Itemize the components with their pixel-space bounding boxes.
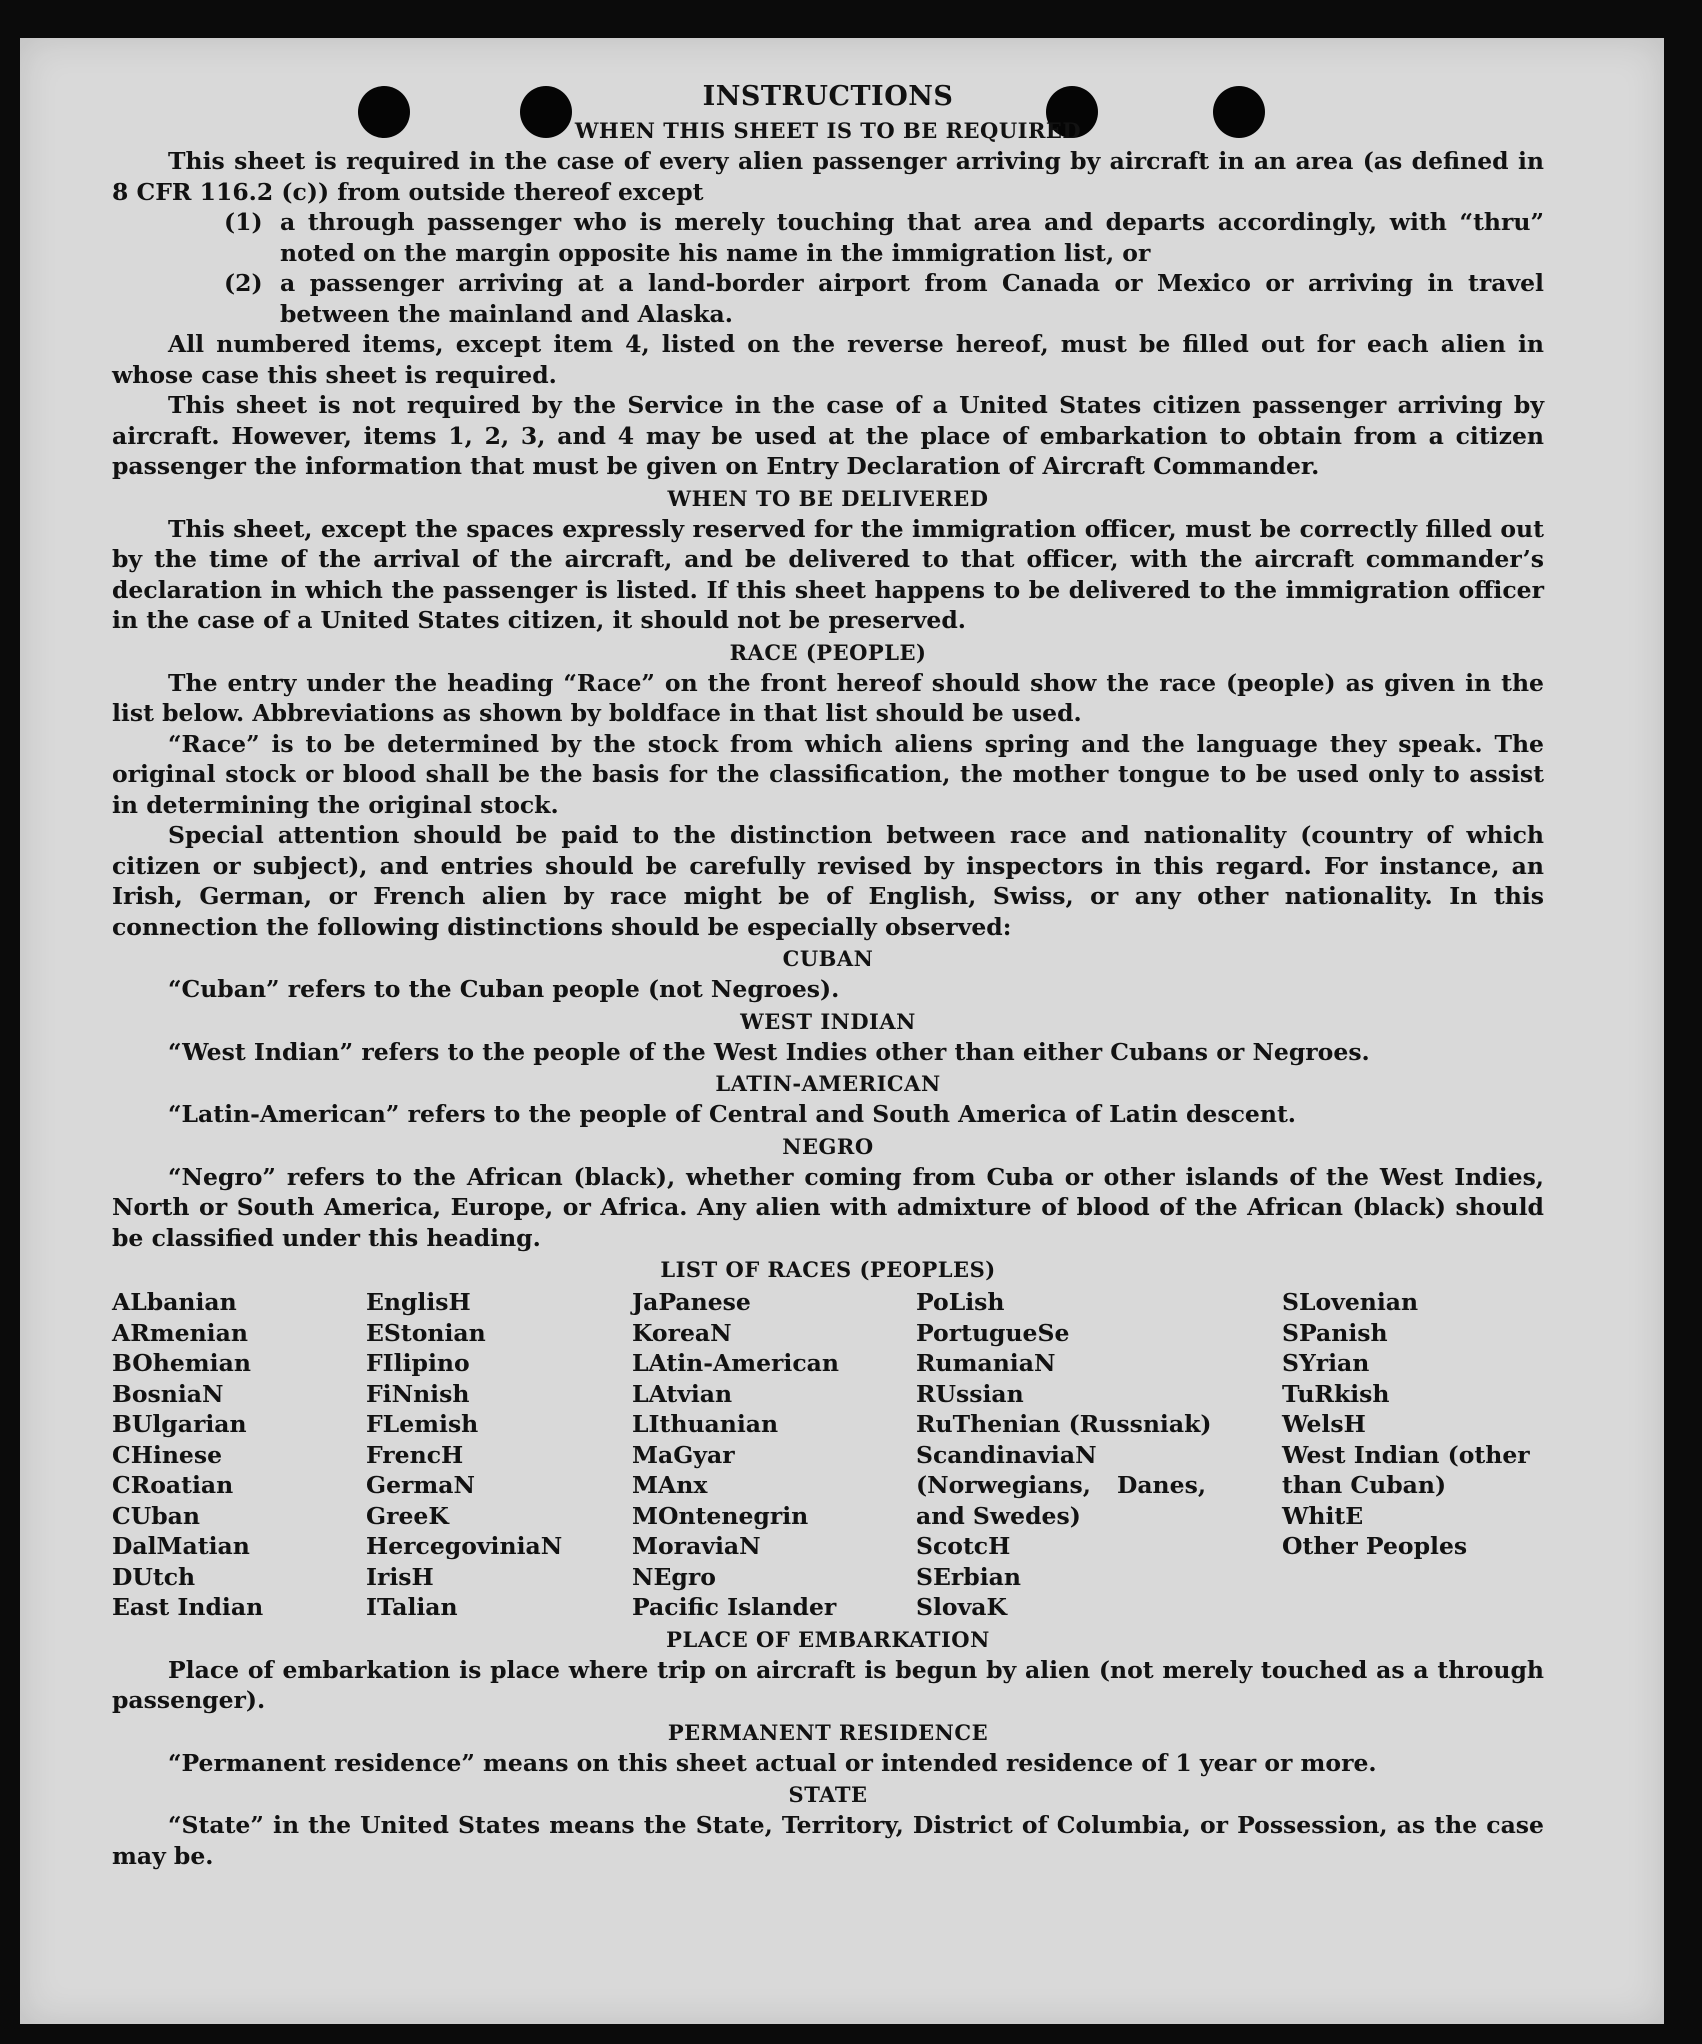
- item-text: a through passenger who is merely touching that area and departs accordingly, with “thru” noted on the margin opposite his name in the immigration list, or: [280, 208, 1544, 267]
- section-heading: NEGRO: [782, 1133, 874, 1159]
- race-entry: HercegoviniaN: [366, 1532, 563, 1560]
- race-entry: MoraviaN: [632, 1532, 761, 1560]
- race-entry: RUssian: [916, 1379, 1024, 1408]
- race-entry: KoreaN: [632, 1318, 732, 1347]
- instructions-content: [112, 80, 1544, 1871]
- page-title: INSTRUCTIONS: [702, 81, 954, 112]
- race-column: [366, 1287, 632, 1623]
- race-entry: SlovaK: [916, 1593, 1007, 1621]
- paragraph: “State” in the United States means the State, Territory, District of Columbia, or Possession, as the case may be.: [112, 1811, 1544, 1870]
- paragraph: Place of embarkation is place where trip on aircraft is begun by alien (not merely touched as a through passenger).: [112, 1655, 1544, 1714]
- race-entry: GermaN: [366, 1471, 475, 1499]
- race-entry: RumaniaN: [916, 1349, 1056, 1377]
- race-entry: BOhemian: [112, 1349, 251, 1377]
- paragraph: The entry under the heading “Race” on the front hereof should show the race (people) as given in the list below. Abbreviations as shown by boldface in that list should be used.: [112, 668, 1544, 727]
- paragraph: “Negro” refers to the African (black), whether coming from Cuba or other islands of the West Indies, North or South America, Europe, or Africa. Any alien with admixture of blood of the African (black) should be classified under this heading.: [112, 1162, 1544, 1252]
- race-entry: GreeK: [366, 1501, 449, 1530]
- list-item: [224, 207, 1544, 268]
- race-entry: BUlgarian: [112, 1410, 247, 1438]
- race-entry: CUban: [112, 1501, 200, 1530]
- item-text: a passenger arriving at a land-border airport from Canada or Mexico or arriving in travel between the mainland and Alaska.: [280, 269, 1544, 328]
- section-heading: WHEN THIS SHEET IS TO BE REQUIRED: [574, 118, 1082, 143]
- race-entry: MOntenegrin: [632, 1501, 809, 1530]
- race-column: [632, 1287, 916, 1623]
- race-entry: ScandinaviaN (Norwegians, Danes, and Swedes): [916, 1440, 1206, 1530]
- item-number: (1): [224, 208, 263, 236]
- section-heading: RACE (PEOPLE): [729, 639, 927, 665]
- section-heading: WHEN TO BE DELIVERED: [667, 485, 989, 511]
- race-list: [112, 1287, 1544, 1623]
- race-entry: MAnx: [632, 1471, 708, 1499]
- section-heading: LIST OF RACES (PEOPLES): [660, 1257, 996, 1282]
- race-entry: West Indian (other than Cuban): [1282, 1440, 1530, 1499]
- race-column: [916, 1287, 1282, 1623]
- race-entry: SPanish: [1282, 1318, 1388, 1347]
- race-entry: EnglisH: [366, 1288, 471, 1316]
- race-entry: PoLish: [916, 1288, 1005, 1316]
- race-entry: IrisH: [366, 1562, 434, 1591]
- paragraph: This sheet is required in the case of every alien passenger arriving by aircraft in an area (as defined in 8 CFR 116.2 (c)) from outside thereof except: [112, 147, 1544, 206]
- race-entry: LIthuanian: [632, 1410, 779, 1438]
- race-entry: SLovenian: [1282, 1288, 1419, 1316]
- race-entry: FLemish: [366, 1410, 479, 1438]
- race-entry: CRoatian: [112, 1471, 234, 1499]
- race-entry: Other Peoples: [1282, 1532, 1468, 1560]
- race-entry: NEgro: [632, 1562, 716, 1591]
- race-entry: LAtvian: [632, 1379, 733, 1408]
- race-entry: DUtch: [112, 1562, 196, 1591]
- race-entry: EStonian: [366, 1318, 486, 1347]
- paragraph: “Cuban” refers to the Cuban people (not Negroes).: [168, 975, 840, 1003]
- section-heading: CUBAN: [782, 946, 874, 971]
- race-entry: SErbian: [916, 1562, 1021, 1591]
- section-heading: WEST INDIAN: [740, 1008, 916, 1034]
- paragraph: “West Indian” refers to the people of the West Indies other than either Cubans or Negroes.: [168, 1037, 1370, 1066]
- race-entry: ITalian: [366, 1593, 458, 1621]
- item-number: (2): [224, 269, 263, 297]
- race-entry: DalMatian: [112, 1532, 250, 1560]
- race-entry: RuThenian (Russniak): [916, 1410, 1212, 1438]
- race-entry: MaGyar: [632, 1440, 735, 1469]
- race-entry: WhitE: [1282, 1501, 1364, 1530]
- race-entry: SYrian: [1282, 1349, 1370, 1377]
- race-entry: FrencH: [366, 1440, 464, 1469]
- race-column: [1282, 1287, 1544, 1623]
- race-entry: East Indian: [112, 1593, 264, 1621]
- race-entry: TuRkish: [1282, 1379, 1390, 1408]
- race-entry: ARmenian: [112, 1318, 248, 1347]
- race-column: [112, 1287, 366, 1623]
- race-entry: WelsH: [1282, 1410, 1366, 1438]
- paragraph: This sheet is not required by the Service in the case of a United States citizen passenger arriving by aircraft. However, items 1, 2, 3, and 4 may be used at the place of embarkation to obtain from a citizen passenger the information that must be given on Entry Declaration of Aircraft Commander.: [112, 391, 1544, 480]
- paragraph: Special attention should be paid to the distinction between race and nationality (country of which citizen or subject), and entries should be carefully revised by inspectors in this regard. For instance, an Irish, German, or French alien by race might be of English, Swiss, or any other nationality. In this connection the following distinctions should be especially observed:: [112, 821, 1544, 941]
- race-entry: JaPanese: [632, 1288, 751, 1316]
- paragraph: “Race” is to be determined by the stock from which aliens spring and the language they speak. The original stock or blood shall be the basis for the classification, the mother tongue to be used only to assist in determining the original stock.: [112, 729, 1544, 819]
- paragraph: “Latin-American” refers to the people of Central and South America of Latin descent.: [168, 1100, 1296, 1128]
- race-entry: FIlipino: [366, 1349, 470, 1377]
- race-entry: BosniaN: [112, 1379, 224, 1408]
- paragraph: This sheet, except the spaces expressly reserved for the immigration officer, must be correctly filled out by the time of the arrival of the aircraft, and be delivered to that officer, with the aircraft commander’s declaration in which the passenger is listed. If this sheet happens to be delivered to the immigration officer in the case of a United States citizen, it should not be preserved.: [112, 514, 1544, 634]
- list-item: [224, 268, 1544, 329]
- paragraph: “Permanent residence” means on this sheet actual or intended residence of 1 year or more.: [168, 1748, 1377, 1777]
- race-entry: Pacific Islander: [632, 1593, 837, 1621]
- section-heading: LATIN-AMERICAN: [715, 1071, 941, 1096]
- paragraph: All numbered items, except item 4, listed on the reverse hereof, must be filled out for each alien in whose case this sheet is required.: [112, 330, 1544, 389]
- race-entry: ALbanian: [112, 1288, 237, 1316]
- race-entry: FiNnish: [366, 1379, 470, 1408]
- race-entry: ScotcH: [916, 1532, 1011, 1560]
- section-heading: PERMANENT RESIDENCE: [667, 1719, 989, 1745]
- section-heading: PLACE OF EMBARKATION: [666, 1626, 990, 1652]
- section-heading: STATE: [788, 1782, 868, 1807]
- race-entry: LAtin-American: [632, 1349, 839, 1377]
- race-entry: PortugueSe: [916, 1318, 1070, 1347]
- race-entry: CHinese: [112, 1440, 223, 1469]
